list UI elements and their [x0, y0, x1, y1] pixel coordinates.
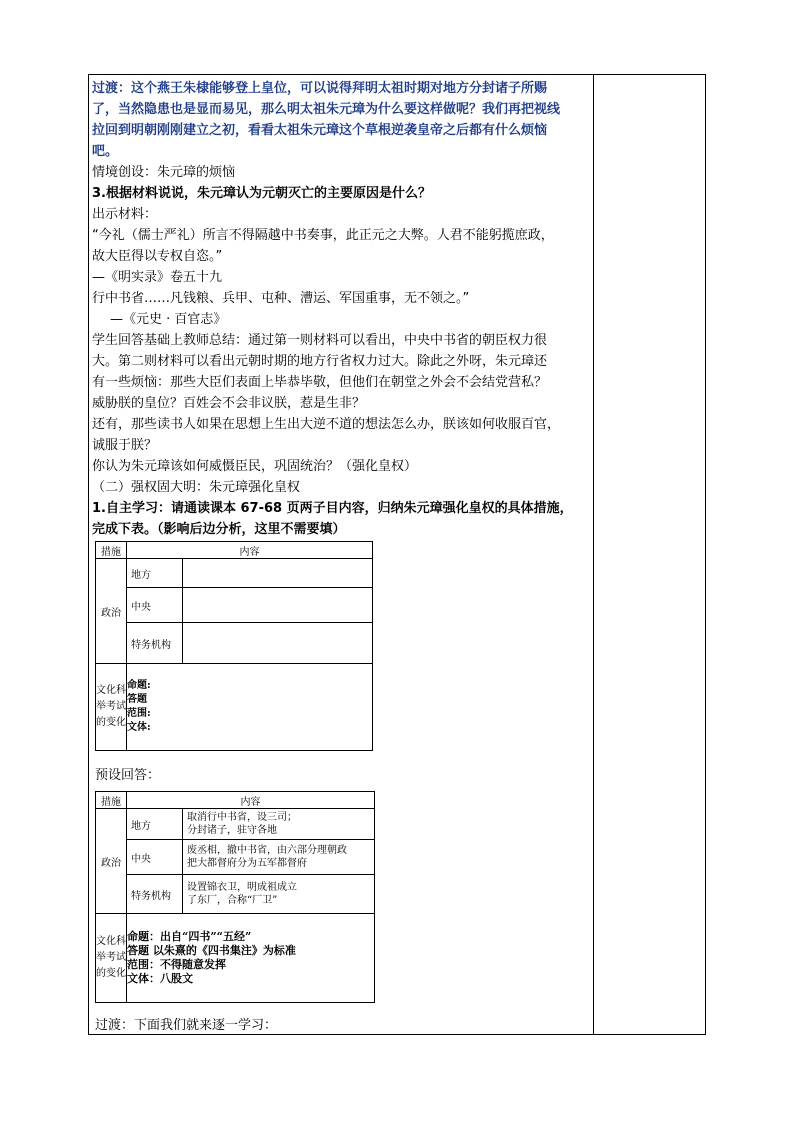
row-secret [127, 875, 374, 913]
summary-line: 学生回答基础上教师总结：通过第一则材料可以看出，中央中书省的朝臣权力很 [92, 333, 548, 348]
quote-line: 故大臣得以专权自恣。” [92, 249, 223, 264]
secret-text: 特务机构 [131, 639, 171, 651]
transition-line: 拉回到明朝刚刚建立之初，看看太祖朱元璋这个草根逆袭皇帝之后都有什么烦恼 [92, 123, 548, 138]
answer-line: 设置锦衣卫，明成祖成立 [187, 882, 297, 893]
exam-cell [127, 664, 373, 751]
task-line: 1.自主学习：请通读课本 67-68 页两子目内容，归纳朱元璋强化皇权的具体措施， [92, 501, 573, 516]
question-3: 3.根据材料说说，朱元璋认为元朝灭亡的主要原因是什么？ [92, 186, 431, 201]
row-label-politics: 政治 [96, 809, 127, 914]
secret-label [127, 623, 183, 663]
col-header-measures: 措施 [96, 792, 127, 809]
transition-line: 吧。 [92, 144, 119, 159]
row-local [127, 809, 374, 840]
local-text: 地方 [131, 820, 151, 832]
quote-line: “今礼（儒士严礼）所言不得隔越中书奏事，此正元之大弊。人君不能躬揽庶政， [92, 228, 554, 243]
local-answer [183, 811, 374, 837]
politics-cell [127, 809, 375, 914]
blank-table [95, 541, 373, 751]
exam-item: 范围：不得随意发挥 [127, 958, 226, 971]
quote-line: 行中书省……凡钱粮、兵甲、屯种、漕运、军国重事，无不领之。” [92, 291, 470, 306]
quote-source: —《明实录》卷五十九 [92, 270, 223, 285]
row-local [127, 559, 372, 588]
local-label [127, 559, 183, 587]
secret-label [127, 875, 183, 913]
transition-line: 了，当然隐患也是显而易见，那么明太祖朱元璋为什么要这样做呢？我们再把视线 [92, 102, 561, 117]
quote-source: —《元史 · 百官志》 [110, 312, 227, 327]
exam-cell [127, 914, 375, 1003]
section-heading: （二）强权固大明：朱元璋强化皇权 [92, 480, 301, 495]
summary-line: 大。第二则材料可以看出元朝时期的地方行省权力过大。除此之外呀，朱元璋还 [92, 354, 548, 369]
exam-item: 文体：八股文 [127, 972, 193, 985]
answer-line: 把大都督府分为五军都督府 [187, 858, 307, 869]
row-secret [127, 623, 372, 663]
exam-item: 命题: [127, 680, 151, 691]
summary-line: 还有，那些读书人如果在思想上生出大逆不道的想法怎么办，朕该如何收服百官， [92, 417, 561, 432]
row-label-politics: 政治 [96, 559, 127, 664]
local-label [127, 809, 183, 839]
exam-item: 答题 [127, 694, 147, 705]
answer-line: 取消行中书省，设三司； [187, 812, 297, 823]
summary-line: 有一些烦恼：那些大臣们表面上毕恭毕敬，但他们在朝堂之外会不会结党营私？ [92, 375, 548, 390]
local-text: 地方 [131, 569, 151, 581]
col-header-measures: 措施 [96, 542, 127, 559]
row-central [127, 588, 372, 623]
politics-subgrid [127, 809, 374, 913]
secret-answer [183, 881, 374, 907]
exam-item: 答题 以朱熹的《四书集注》为标准 [127, 944, 296, 957]
answer-line: 了东厂，合称“厂卫” [187, 895, 278, 906]
situation-heading: 情境创设：朱元璋的烦恼 [92, 165, 236, 180]
transition-end: 过渡：下面我们就来逐一学习： [95, 1018, 278, 1033]
central-text: 中央 [131, 601, 151, 613]
central-text: 中央 [131, 853, 151, 865]
material-label: 出示材料： [92, 207, 158, 222]
answer-line: 废丞相，撤中书省，由六部分理朝政 [187, 845, 347, 856]
transition-line: 过渡：这个燕王朱棣能够登上皇位，可以说得拜明太祖时期对地方分封诸子所赐 [92, 81, 548, 96]
row-central [127, 840, 374, 875]
exam-item: 命题：出自“四书”“五经” [127, 930, 252, 943]
exam-item: 文体: [127, 722, 151, 733]
central-label [127, 588, 183, 622]
exam-item: 范围: [127, 708, 151, 719]
summary-line: 威胁朕的皇位？百姓会不会非议朕，惹是生非？ [92, 396, 366, 411]
row-label-exam: 文化科举考试的变化 [96, 664, 127, 751]
secret-text: 特务机构 [131, 890, 171, 902]
central-answer [183, 844, 374, 870]
column-divider [593, 74, 594, 1035]
row-label-exam: 文化科举考试的变化 [96, 914, 127, 1003]
summary-line: 诚服于朕？ [92, 438, 158, 453]
col-header-content: 内容 [127, 542, 373, 559]
answer-line: 分封诸子，驻守各地 [187, 825, 277, 836]
preset-label: 预设回答： [95, 768, 161, 783]
task-line: 完成下表。（影响后边分析，这里不需要填） [92, 522, 346, 537]
central-label [127, 840, 183, 874]
summary-line: 你认为朱元璋该如何威慑臣民，巩固统治？（强化皇权） [92, 459, 418, 474]
answer-table [95, 791, 375, 1003]
politics-cell [127, 559, 373, 664]
politics-subgrid [127, 559, 372, 663]
col-header-content: 内容 [127, 792, 375, 809]
lesson-content [92, 78, 592, 540]
